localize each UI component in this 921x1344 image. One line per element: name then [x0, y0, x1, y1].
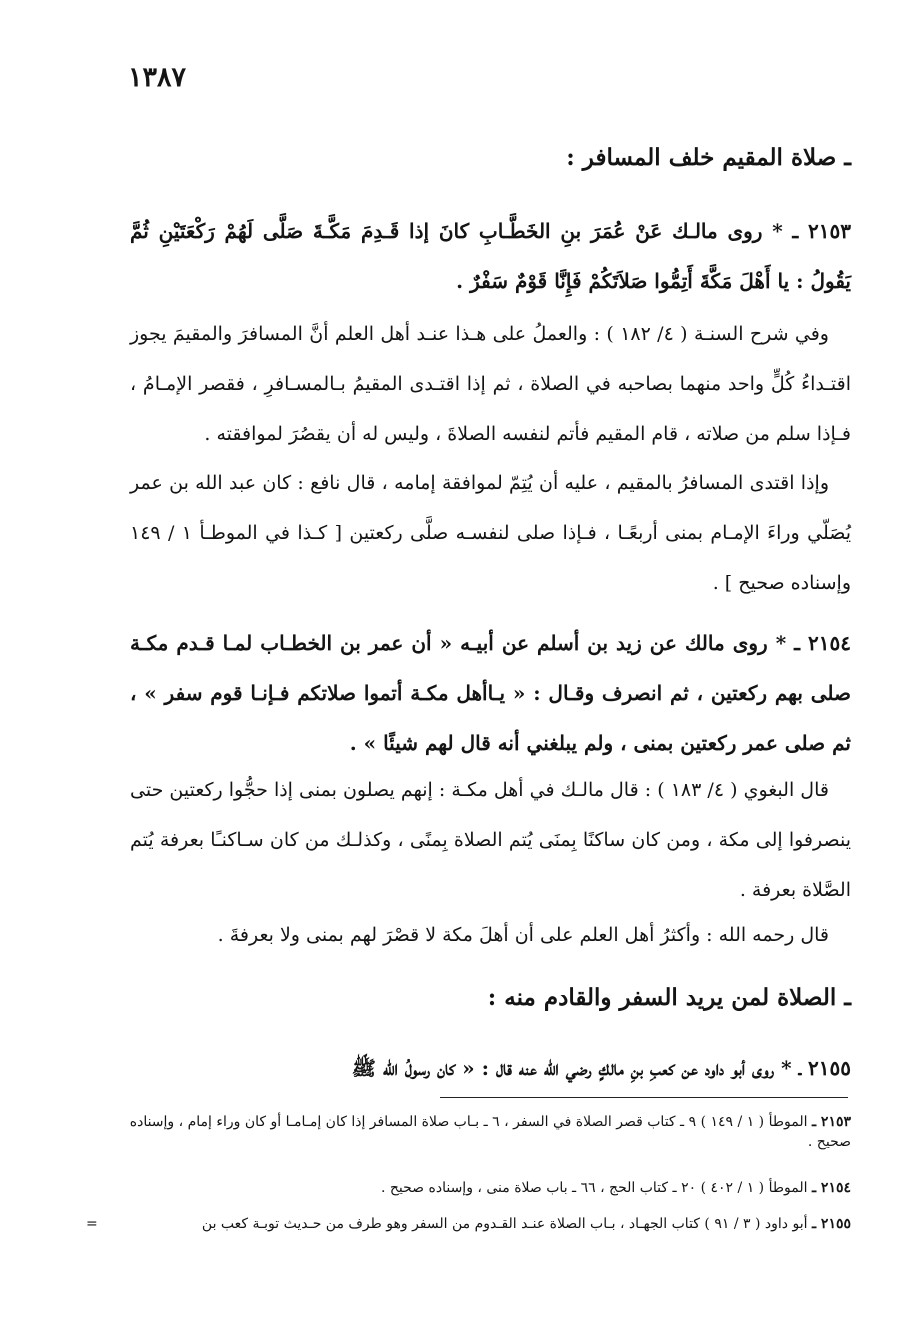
hadith-text: روى مالـك عَنْ عُمَرَ بنِ الخَطَّـابِ كانَ إذا قَـدِمَ مَكَّـةَ صَلَّى لَهُمْ رَكْعَتَيْنِ ثُمَّ يَقُولُ : يا أَهْلَ مَكَّةَ أَتِمُّوا صَلاَتَكُمْ فَإِنَّا قَوْمٌ سَفْرٌ . — [130, 219, 851, 293]
footnote-text: الموطأ ( ١ / ١٤٩ ) ٩ ـ كتاب قصر الصلاة في السفر ، ٦ ـ بـاب صلاة المسافر إذا كان إمـامـا أو كان وراء إمام ، وإسناده صحيح . — [129, 1114, 851, 1150]
footnote-divider — [440, 1097, 848, 1098]
section-heading-traveler-imam: ـ صلاة المقيم خلف المسافر : — [566, 144, 851, 171]
footnote-text: الموطأ ( ١ / ٤٠٢ ) ٢٠ ـ كتاب الحج ، ٦٦ ـ باب صلاة منى ، وإسناده صحيح . — [380, 1180, 808, 1196]
commentary-nafi — [130, 458, 851, 608]
paragraph: وفي شرح السنـة ( ٤/ ١٨٢ ) : والعملُ على هـذا عنـد أهل العلم أنَّ المسافرَ والمقيمَ يجوز اقتـداءُ كُلٍّ واحد منهما بصاحبه في الصلاة ، ثم إذا اقتـدى المقيمُ بـالمسـافرِ ، فقصر الإمـامُ ، فـإذا سلم من صلاته ، قام المقيم فأتم لنفسه الصلاةَ ، وليس له أن يقصُرَ لموافقته . — [130, 323, 851, 445]
footnote-continuation-mark: = — [86, 1216, 98, 1232]
footnote-2154 — [110, 1178, 851, 1198]
hadith-2155 — [130, 1043, 851, 1093]
footnote-2155 — [110, 1214, 851, 1234]
hadith-2153 — [130, 206, 851, 306]
commentary-conclusion — [130, 910, 851, 960]
commentary-baghawi — [130, 765, 851, 915]
hadith-number: ٢١٥٥ ـ * — [781, 1056, 851, 1080]
hadith-text: روى مالك عن زيد بن أسلم عن أبيـه « أن عمر بن الخطـاب لمـا قـدم مكـة صلى بهم ركعتين ، ثم انصرف وقـال : « يـاأهل مكـة أتموا صلاتكم فـإنـا قوم سفر » ، ثم صلى عمر ركعتين بمنى ، ولم يبلغني أنه قال لهم شيئًا » . — [130, 631, 851, 755]
paragraph: وإذا اقتدى المسافرُ بالمقيم ، عليه أن يُتِمّ لموافقة إمامه ، قال نافع : كان عبد الله بن عمر يُصَلّي وراءَ الإمـام بمنى أربعًـا ، فـإذا صلى لنفسـه صلَّى ركعتين [ كـذا في الموطـأ ١ / ١٤٩ وإسناده صحيح ] . — [130, 472, 851, 594]
page-number: ١٣٨٧ — [128, 62, 187, 93]
hadith-text: روى أبو داود عن كعبِ بنِ مالكٍ رضي الله عنه قال : « كان رسولُ الله ﷺ — [351, 1056, 775, 1080]
footnote-text: أبو داود ( ٣ / ٩١ ) كتاب الجهـاد ، بـاب الصلاة عنـد القـدوم من السفر وهو طرف من حـديث توبـة كعب بن — [201, 1216, 808, 1232]
footnote-2153 — [110, 1112, 851, 1152]
paragraph: قال رحمه الله : وأكثرُ أهل العلم على أن أهلَ مكة لا قصْرَ لهم بمنى ولا بعرفةَ . — [217, 924, 829, 946]
footnote-number: ٢١٥٥ ـ — [811, 1216, 851, 1232]
section-heading-travel-prayer: ـ الصلاة لمن يريد السفر والقادم منه : — [487, 984, 851, 1011]
footnote-number: ٢١٥٣ ـ — [811, 1114, 851, 1130]
hadith-2154 — [130, 618, 851, 768]
hadith-number: ٢١٥٤ ـ * — [775, 631, 851, 655]
paragraph: قال البغوي ( ٤/ ١٨٣ ) : قال مالـك في أهل مكـة : إنهم يصلون بمنى إذا حجُّوا ركعتين حتى ينصرفوا إلى مكة ، ومن كان ساكنًا بِمنَى يُتم الصلاة بِمنًى ، وكذلـك من كان سـاكنـًا بعرفة يُتم الصَّلاة بعرفة . — [130, 779, 851, 901]
commentary-sharh-sunnah — [130, 309, 851, 459]
footnote-number: ٢١٥٤ ـ — [811, 1180, 851, 1196]
hadith-number: ٢١٥٣ ـ * — [772, 219, 851, 243]
